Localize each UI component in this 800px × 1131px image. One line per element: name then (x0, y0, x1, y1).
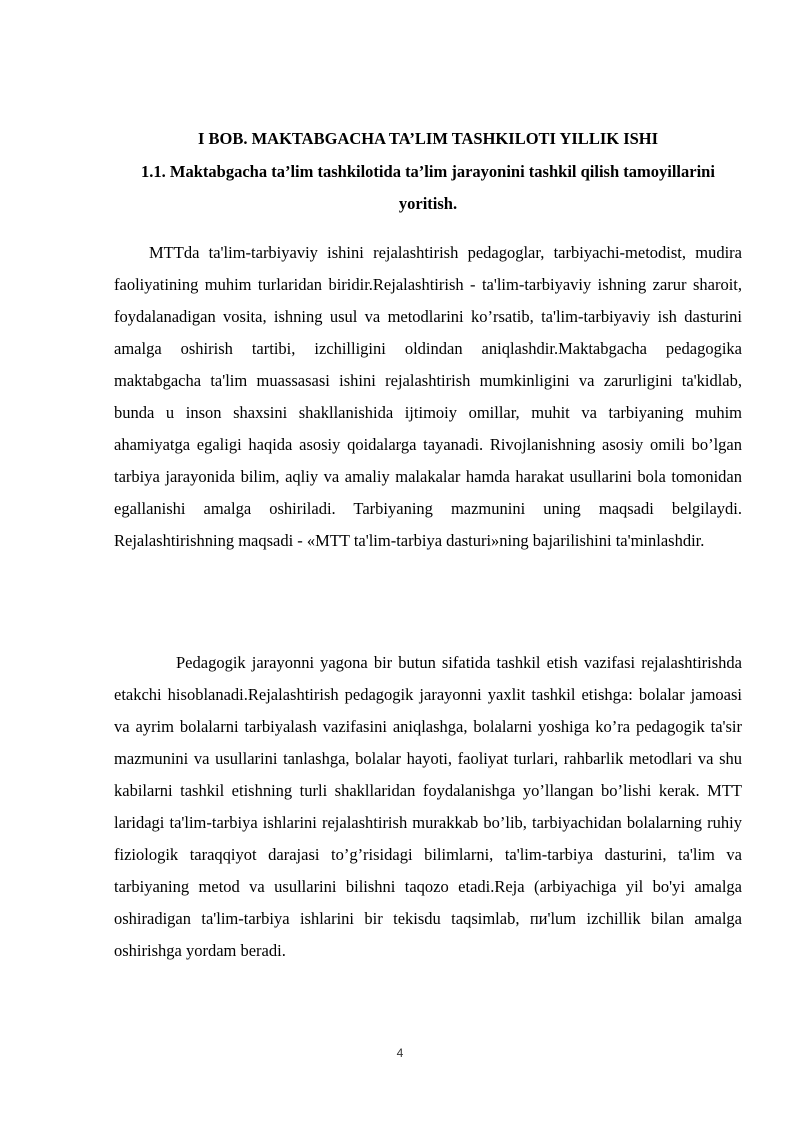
heading-block (114, 127, 742, 220)
chapter-title: I BOB. MAKTABGACHA TA’LIM TASHKILOTI YILLIK ISHI (197, 129, 659, 148)
section-title: 1.1. Maktabgacha ta’lim tashkilotida ta’lim jarayonini tashkil qilish tamoyillarini yoritish. (141, 162, 715, 213)
paragraph: MTTda ta'lim-tarbiyaviy ishini rejalashtirish pedagoglar, tarbiyachi-metodist, mudira faoliyatining muhim turlaridan biridir.Rejalashtirish - ta'lim-tarbiyaviy ishning zarur sharoit, foydalanadigan vosita, ishning usul va metodlarini ko’rsatib, ta'lim-tarbiyaviy ish dasturini amalga oshirish tartibi, izchilligini oldindan aniqlashdir.Maktabgacha pedagogika maktabgacha ta'lim muassasasi ishini rejalashtirish mumkinligini va zarurligini ta'kidlab, bunda u inson shaxsini shakllanishida ijtimoiy omillar, muhit va tarbiyaning muhim ahamiyatga egaligi haqida asosiy qoidalarga tayanadi. Rivojlanishning asosiy omili bo’lgan tarbiya jarayonida bilim, aqliy va amaliy malakalar hamda harakat usullarini bola tomonidan egallanishi amalga oshiriladi. Tarbiyaning mazmunini uning maqsadi belgilaydi. Rejalashtirishning maqsadi - «MTT ta'lim-tarbiya dasturi»ning bajarilishini ta'minlashdir. (114, 243, 742, 550)
paragraph: Pedagogik jarayonni yagona bir butun sifatida tashkil etish vazifasi rejalashtirishda etakchi hisoblanadi.Rejalashtirish pedagogik jarayonni yaxlit tashkil etishga: bolalar jamoasi va ayrim bolalarni tarbiyalash vazifasini aniqlashga, bolalarni yoshiga ko’ra pedagogik ta'sir mazmunini va usullarini tanlashga, bolalar hayoti, faoliyat turlari, rahbarlik metodlari va shu kabilarni tashkil etishning turli shakllaridan foydalanishga yo’llangan bo’lishi kerak. MTT laridagi ta'lim-tarbiya ishlarini rejalashtirish murakkab bo’lib, tarbiyachidan bolalarning ruhiy fiziologik taraqqiyot darajasi to’g’risidagi bilimlarni, ta'lim-tarbiya dasturini, ta'lim va tarbiyaning metod va usullarini bilishni taqozo etadi.Reja (arbiyachiga yil bo'yi amalga oshiradigan ta'lim-tarbiya ishlarini bir tekisdu taqsimlab, пи'lum izchillik bilan amalga oshirishga yordam beradi. (114, 653, 742, 960)
page-number: 4 (396, 1046, 404, 1060)
